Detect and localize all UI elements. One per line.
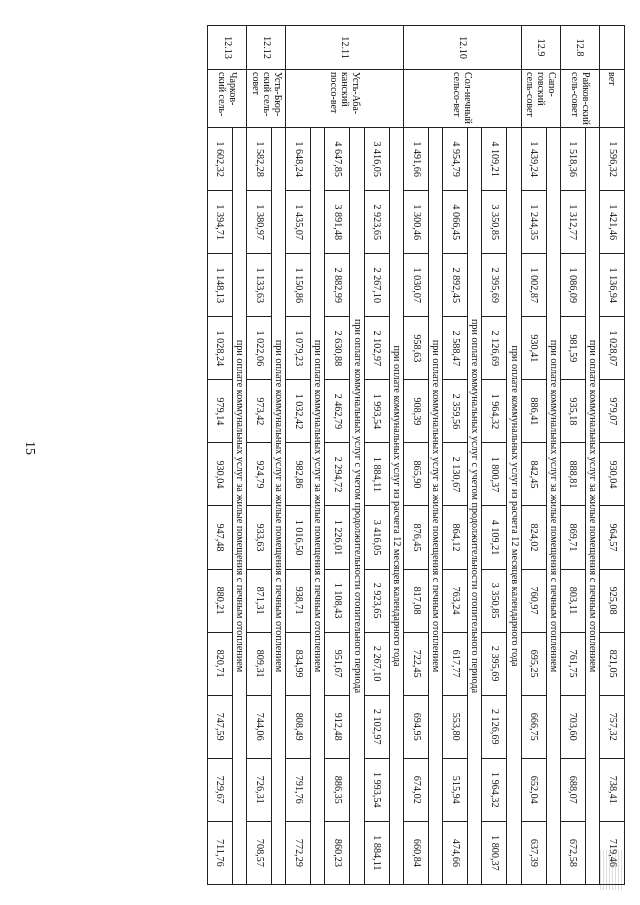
value-cell: 808,49 [286, 695, 311, 758]
value-cell: 908,39 [403, 380, 428, 443]
value-cell: 4 109,21 [482, 128, 507, 191]
value-cell: 1 596,32 [600, 128, 625, 191]
value-cell: 666,75 [521, 695, 546, 758]
section-caption: при оплате коммунальных услуг за жилые помещения с печным отоплением [272, 128, 286, 885]
value-row [600, 26, 625, 885]
value-cell: 772,29 [286, 821, 311, 884]
value-cell: 1 439,24 [521, 128, 546, 191]
value-cell: 1 884,11 [364, 443, 389, 506]
value-cell: 4 109,21 [482, 506, 507, 569]
tariff-table [207, 25, 625, 885]
value-cell: 1 133,63 [247, 254, 272, 317]
value-cell: 834,99 [286, 632, 311, 695]
value-cell: 515,94 [443, 758, 468, 821]
section-caption: при оплате коммунальных услуг за жилые помещения с печным отоплением [232, 128, 246, 885]
value-cell: 760,97 [521, 569, 546, 632]
value-cell: 938,71 [286, 569, 311, 632]
value-cell: 2 294,72 [325, 443, 350, 506]
value-cell: 1 435,07 [286, 191, 311, 254]
value-cell: 1 800,37 [482, 821, 507, 884]
value-cell: 688,07 [560, 758, 585, 821]
value-cell: 2 892,45 [443, 254, 468, 317]
value-cell: 695,25 [521, 632, 546, 695]
value-cell: 757,32 [600, 695, 625, 758]
value-cell: 820,71 [207, 632, 232, 695]
value-cell: 761,75 [560, 632, 585, 695]
value-cell: 869,71 [560, 506, 585, 569]
value-cell: 1 648,24 [286, 128, 311, 191]
value-cell: 1 312,77 [560, 191, 585, 254]
value-cell: 553,80 [443, 695, 468, 758]
value-cell: 1 086,09 [560, 254, 585, 317]
value-cell: 1 602,32 [207, 128, 232, 191]
value-cell: 1 079,23 [286, 317, 311, 380]
value-cell: 1 884,11 [364, 821, 389, 884]
value-cell: 747,59 [207, 695, 232, 758]
value-cell: 672,58 [560, 821, 585, 884]
value-cell: 1 380,97 [247, 191, 272, 254]
value-cell: 729,67 [207, 758, 232, 821]
section-caption: при оплате коммунальных услуг за жилые помещения с печным отоплением [546, 128, 560, 885]
value-cell: 2 267,10 [364, 254, 389, 317]
value-cell: 2 359,56 [443, 380, 468, 443]
value-row [207, 26, 232, 885]
value-cell: 1 964,32 [482, 380, 507, 443]
row-number: 12.8 [560, 26, 599, 70]
value-cell: 637,39 [521, 821, 546, 884]
value-cell: 1 964,32 [482, 758, 507, 821]
value-cell: 1 993,54 [364, 758, 389, 821]
caption-row [272, 26, 286, 885]
section-caption: при оплате коммунальных услуг с учетом продолжительности отопительного периода [350, 128, 364, 885]
caption-row [507, 26, 521, 885]
value-cell: 719,46 [600, 821, 625, 884]
value-cell: 2 126,69 [482, 695, 507, 758]
caption-row [311, 26, 325, 885]
value-row [286, 26, 311, 885]
value-cell: 979,14 [207, 380, 232, 443]
value-cell: 842,45 [521, 443, 546, 506]
settlement-name: Чарков-ский сель- [207, 70, 246, 128]
settlement-name: Райков-ский сель-совет [560, 70, 599, 128]
settlement-name: вет [600, 70, 625, 128]
value-cell: 912,48 [325, 695, 350, 758]
value-cell: 951,67 [325, 632, 350, 695]
rotated-table-container [53, 25, 625, 885]
value-cell: 2 102,97 [364, 317, 389, 380]
value-row [560, 26, 585, 885]
value-cell: 1 421,46 [600, 191, 625, 254]
value-cell: 791,76 [286, 758, 311, 821]
value-cell: 703,60 [560, 695, 585, 758]
value-cell: 973,42 [247, 380, 272, 443]
value-cell: 1 582,28 [247, 128, 272, 191]
value-cell: 1 022,06 [247, 317, 272, 380]
value-cell: 1 300,46 [403, 191, 428, 254]
value-cell: 1 028,07 [600, 317, 625, 380]
value-cell: 3 416,05 [364, 506, 389, 569]
value-cell: 3 350,85 [482, 569, 507, 632]
value-cell: 1 226,01 [325, 506, 350, 569]
section-caption: при оплате коммунальных услуг за жилые помещения с печным отоплением [311, 128, 325, 885]
value-cell: 925,08 [600, 569, 625, 632]
value-cell: 860,23 [325, 821, 350, 884]
caption-row [468, 26, 482, 885]
value-cell: 474,66 [443, 821, 468, 884]
value-cell: 652,04 [521, 758, 546, 821]
value-cell: 981,59 [560, 317, 585, 380]
value-cell: 1 032,42 [286, 380, 311, 443]
value-cell: 2 267,10 [364, 632, 389, 695]
value-cell: 1 394,71 [207, 191, 232, 254]
settlement-name: Усть-Аба-канский поссо-вет [286, 70, 404, 128]
value-cell: 809,31 [247, 632, 272, 695]
value-cell: 1 244,35 [521, 191, 546, 254]
value-cell: 935,18 [560, 380, 585, 443]
caption-row [389, 26, 403, 885]
value-cell: 1 150,86 [286, 254, 311, 317]
caption-row [428, 26, 442, 885]
value-cell: 694,95 [403, 695, 428, 758]
value-row [364, 26, 389, 885]
value-cell: 2 882,99 [325, 254, 350, 317]
value-cell: 738,41 [600, 758, 625, 821]
value-cell: 2 630,88 [325, 317, 350, 380]
section-caption: при оплате коммунальных услуг с учетом продолжительности отопительного периода [468, 128, 482, 885]
section-caption: при оплате коммунальных услуг из расчета 12 месяцев календарного года [507, 128, 521, 885]
value-cell: 2 130,67 [443, 443, 468, 506]
value-cell: 4 954,79 [443, 128, 468, 191]
value-cell: 674,02 [403, 758, 428, 821]
value-cell: 871,31 [247, 569, 272, 632]
value-cell: 1 136,94 [600, 254, 625, 317]
value-cell: 876,45 [403, 506, 428, 569]
value-cell: 1 518,36 [560, 128, 585, 191]
value-cell: 933,63 [247, 506, 272, 569]
value-cell: 1 016,50 [286, 506, 311, 569]
section-caption: при оплате коммунальных услуг за жилые помещения с печным отоплением [428, 128, 442, 885]
value-cell: 708,57 [247, 821, 272, 884]
value-cell: 803,11 [560, 569, 585, 632]
value-cell: 1 002,87 [521, 254, 546, 317]
value-cell: 865,90 [403, 443, 428, 506]
value-cell: 4 066,45 [443, 191, 468, 254]
settlement-name: Сапо-говский сель-совет [521, 70, 560, 128]
value-cell: 722,45 [403, 632, 428, 695]
row-number [600, 26, 625, 70]
value-cell: 1 800,37 [482, 443, 507, 506]
value-cell: 4 647,85 [325, 128, 350, 191]
value-cell: 817,08 [403, 569, 428, 632]
value-cell: 864,12 [443, 506, 468, 569]
value-cell: 2 395,69 [482, 632, 507, 695]
section-caption: при оплате коммунальных услуг за жилые помещения с печным отоплением [585, 128, 599, 885]
table-wrapper [53, 25, 625, 885]
value-row [443, 26, 468, 885]
row-number: 12.10 [403, 26, 521, 70]
value-cell: 982,86 [286, 443, 311, 506]
value-row [482, 26, 507, 885]
value-row [247, 26, 272, 885]
value-cell: 888,81 [560, 443, 585, 506]
value-cell: 2 102,97 [364, 695, 389, 758]
value-cell: 930,04 [600, 443, 625, 506]
value-cell: 880,21 [207, 569, 232, 632]
page-number: 15 [22, 441, 37, 455]
value-cell: 3 416,05 [364, 128, 389, 191]
row-number: 12.11 [286, 26, 404, 70]
section-caption: при оплате коммунальных услуг из расчета 12 месяцев календарного года [389, 128, 403, 885]
value-cell: 2 923,65 [364, 569, 389, 632]
caption-row [232, 26, 246, 885]
value-cell: 964,57 [600, 506, 625, 569]
value-cell: 2 923,65 [364, 191, 389, 254]
value-cell: 1 491,66 [403, 128, 428, 191]
value-cell: 2 126,69 [482, 317, 507, 380]
value-row [325, 26, 350, 885]
row-number: 12.9 [521, 26, 560, 70]
value-cell: 744,06 [247, 695, 272, 758]
scan-artifact [600, 850, 622, 890]
value-cell: 711,76 [207, 821, 232, 884]
value-cell: 2 588,47 [443, 317, 468, 380]
value-cell: 1 993,54 [364, 380, 389, 443]
value-cell: 930,41 [521, 317, 546, 380]
value-cell: 947,48 [207, 506, 232, 569]
value-cell: 930,04 [207, 443, 232, 506]
value-cell: 924,79 [247, 443, 272, 506]
value-cell: 886,35 [325, 758, 350, 821]
value-cell: 617,77 [443, 632, 468, 695]
value-cell: 763,24 [443, 569, 468, 632]
value-row [521, 26, 546, 885]
row-number: 12.12 [247, 26, 286, 70]
value-cell: 824,02 [521, 506, 546, 569]
value-cell: 726,31 [247, 758, 272, 821]
caption-row [350, 26, 364, 885]
value-cell: 821,05 [600, 632, 625, 695]
caption-row [585, 26, 599, 885]
value-cell: 3 891,48 [325, 191, 350, 254]
value-cell: 979,07 [600, 380, 625, 443]
value-cell: 1 148,13 [207, 254, 232, 317]
value-cell: 2 462,79 [325, 380, 350, 443]
value-cell: 2 395,69 [482, 254, 507, 317]
value-cell: 1 028,24 [207, 317, 232, 380]
value-cell: 660,84 [403, 821, 428, 884]
value-cell: 1 030,07 [403, 254, 428, 317]
caption-row [546, 26, 560, 885]
row-number: 12.13 [207, 26, 246, 70]
settlement-name: Сол-нечный сельсо-вет [403, 70, 521, 128]
settlement-name: Усть-Бюр-ский сель-совет [247, 70, 286, 128]
value-cell: 1 108,43 [325, 569, 350, 632]
value-row [403, 26, 428, 885]
value-cell: 3 350,85 [482, 191, 507, 254]
value-cell: 886,41 [521, 380, 546, 443]
value-cell: 958,63 [403, 317, 428, 380]
